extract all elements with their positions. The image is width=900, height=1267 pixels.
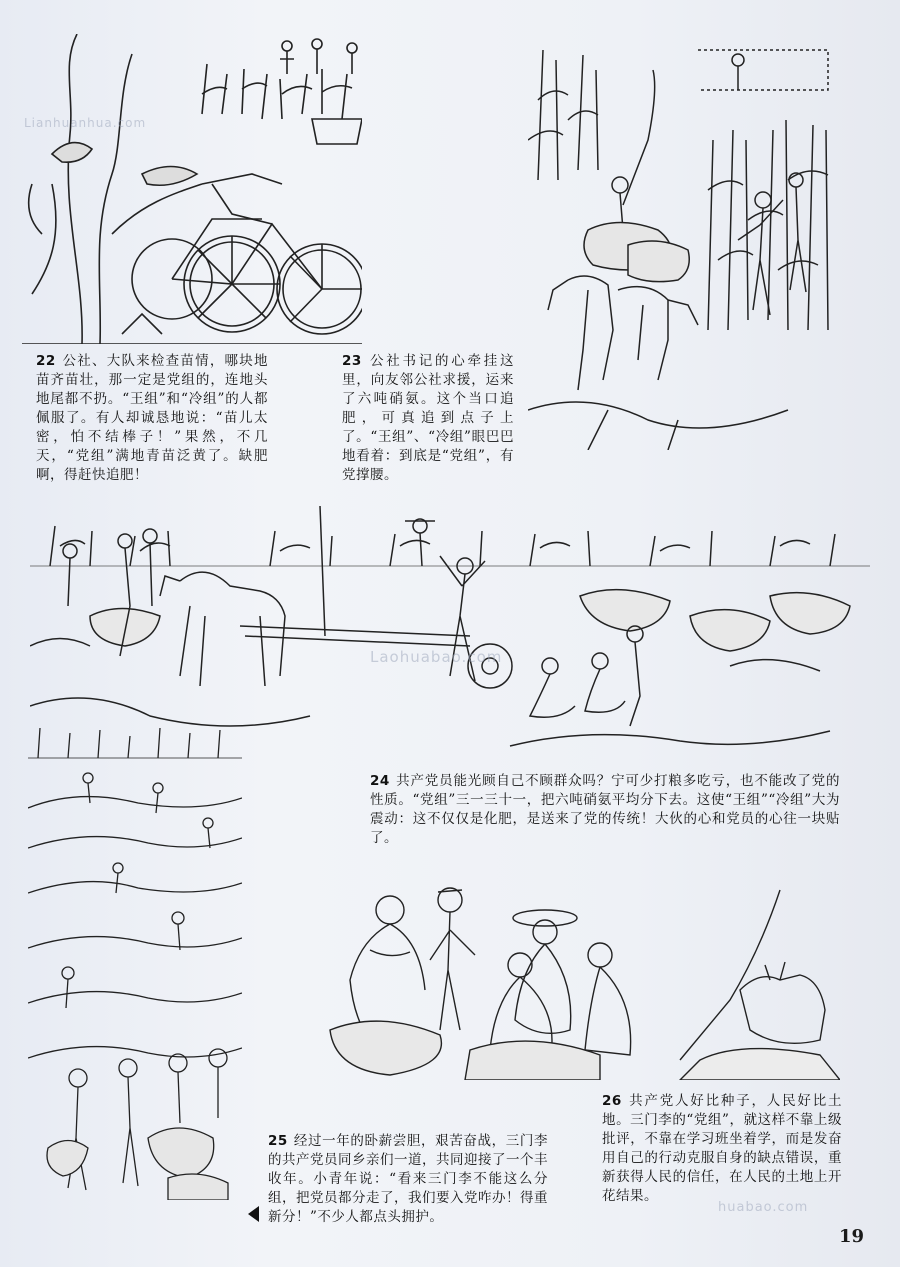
- page-number: 19: [838, 1226, 864, 1247]
- caption-number: 24: [370, 773, 390, 789]
- caption-text: 公社、大队来检查苗情，哪块地苗齐苗壮，那一定是党组的，连地头地尾都不扔。“王组”和“冷组”的人都佩服了。有人却诚恳地说：“苗儿太密，怕不结棒子！”果然，不几天，“党组”满地青苗泛黄了。缺肥啊，得赶快追肥！: [36, 353, 268, 483]
- panel-23-illustration: [528, 30, 838, 450]
- caption-23: [342, 352, 514, 485]
- caption-number: 23: [342, 353, 362, 369]
- caption-text: 共产党人好比种子，人民好比土地。三门李的“党组”，就这样不靠上级批评，不靠在学习班坐着学，而是发奋用自己的行动克服自身的缺点错误，重新获得人民的信任，在人民的土地上开花结果。: [602, 1093, 842, 1204]
- harvest-field-icon: [28, 718, 242, 1200]
- donkey-cart-icon: [528, 30, 838, 450]
- panel-22-illustration: [22, 34, 362, 344]
- panel-26-illustration: [300, 880, 840, 1080]
- caption-25: [268, 1132, 548, 1227]
- panel-25-illustration: [28, 718, 242, 1200]
- watermark-bottom-right: huabao.com: [718, 1200, 809, 1215]
- caption-number: 22: [36, 353, 56, 369]
- caption-text: 经过一年的卧薪尝胆，艰苦奋战，三门李的共产党员同乡亲们一道，共同迎接了一个丰收年。小青年说：“看来三门李不能这么分组，把党员都分走了，我们要入党咋办！得重新分！”不少人都点头拥护。: [268, 1133, 548, 1225]
- caption-number: 26: [602, 1093, 622, 1109]
- caption-text: 公社书记的心牵挂这里，向友邻公社求援，运来了六吨硝氨。这个当口追肥，可真追到点子上了。“王组”、“冷组”眼巴巴地看着：到底是“党组”，有党撑腰。: [342, 353, 514, 483]
- villagers-resting-icon: [300, 880, 840, 1080]
- left-arrow-icon: [248, 1206, 259, 1222]
- caption-22: [36, 352, 268, 485]
- caption-26: [602, 1092, 842, 1206]
- caption-number: 25: [268, 1133, 288, 1149]
- watermark-top-left: Lianhuanhua.com: [24, 116, 147, 130]
- caption-24: [370, 772, 840, 848]
- watermark-center: Laohuabao.com: [370, 648, 503, 666]
- caption-text: 共产党员能光顾自己不顾群众吗？宁可少打粮多吃亏，也不能改了党的性质。“党组”三一三十一，把六吨硝氨平均分下去。这使“王组”“冷组”大为震动：这不仅仅是化肥，是送来了党的传统！大伙的心和党员的心往一块贴了。: [370, 773, 840, 846]
- bicycle-cornfield-icon: [22, 34, 362, 344]
